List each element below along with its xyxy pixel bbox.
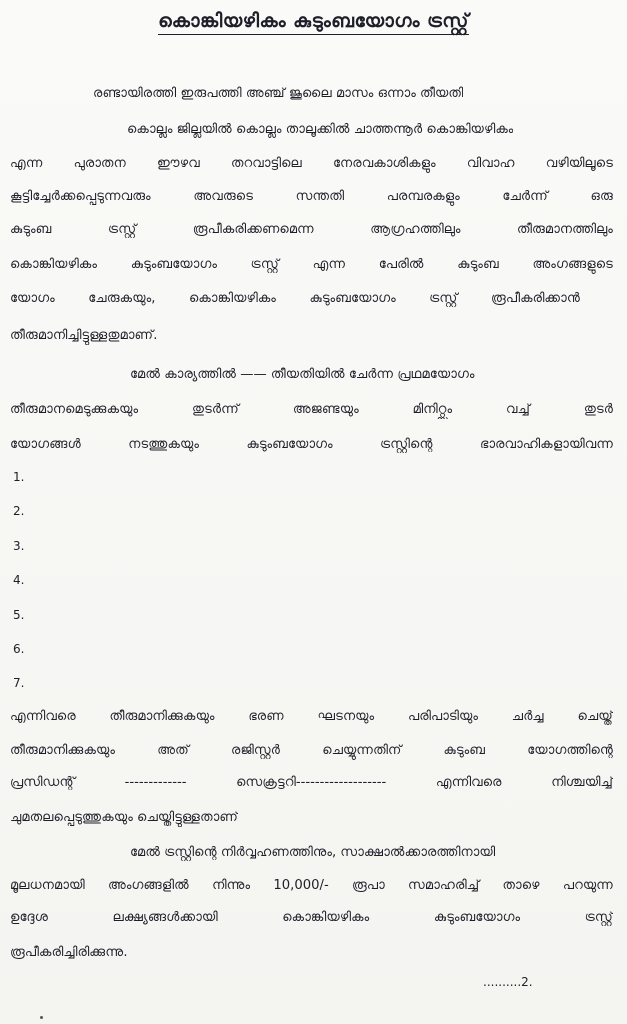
list-number-4: 4. [13, 573, 25, 587]
word: എന്നിവരെ [435, 775, 502, 790]
word: അംഗങ്ങളിൽ [108, 878, 189, 893]
word: കുടുംബയോഗം [433, 910, 521, 925]
word: അത് [157, 743, 189, 758]
paragraph-2-line-1: മേൽ കാര്യത്തിൽ —— തീയതിയിൽ ചേർന്ന പ്രഥമയോഗം [130, 367, 475, 382]
word: തീരുമാനിക്കുകയും [10, 743, 116, 758]
word: തീരുമാനത്തിലും [517, 222, 613, 237]
word: കുടുംബ [443, 743, 486, 758]
word: വച്ച് [505, 402, 530, 417]
word: ഘടനയും [317, 709, 375, 724]
word: എന്ന [10, 156, 43, 171]
word: രൂപീകരിക്കാൻ [491, 291, 580, 306]
word: രജിസ്റ്റർ [231, 743, 281, 758]
word: കുടുംബയോഗം [130, 257, 217, 272]
paragraph-1-line-4 [10, 188, 613, 206]
paragraph-1-line-6 [10, 256, 613, 274]
word: തീരുമാനിക്കുകയും [109, 709, 215, 724]
word: ട്രസ്റ്റിന്റെ [380, 437, 433, 452]
word: തുടർ [583, 402, 613, 417]
paragraph-2-line-3 [10, 436, 613, 454]
paper-speck [40, 1016, 43, 1019]
word: സമാഹരിച്ച് [408, 878, 480, 893]
word: 10,000/- [273, 878, 329, 893]
word: കൂട്ടിച്ചേർക്കപ്പെടുന്നവരും [10, 189, 151, 204]
word: ചേർന്ന് [502, 189, 548, 204]
word: ഈഴവ [157, 156, 200, 171]
word: അംഗങ്ങളുടെ [532, 257, 613, 272]
word: ഒരു [590, 189, 613, 204]
word: പുരാതന [73, 156, 126, 171]
word: തുടർന്ന് [192, 402, 239, 417]
word: ഭരണ [248, 709, 284, 724]
paragraph-1-line-3 [10, 155, 613, 173]
paragraph-2-line-2 [10, 401, 613, 419]
word: പരമ്പരകളും [386, 189, 460, 204]
list-number-5: 5. [13, 608, 25, 622]
word: ട്രസ്റ്റ് [108, 222, 137, 237]
word: ട്രസ്റ്റ് [584, 910, 613, 925]
word: ആഗ്രഹത്തിലും [370, 222, 461, 237]
paragraph-1-line-8: തീരുമാനിച്ചിട്ടുള്ളതുമാണ്. [10, 328, 158, 343]
word: തറവാട്ടിലെ [230, 156, 302, 171]
word: കുടുംബയോഗം [309, 291, 396, 306]
word: തീരുമാനമെടുക്കുകയും [10, 402, 139, 417]
word: ചെയ്യുന്നതിന് [322, 743, 402, 758]
word: ------------- [124, 775, 187, 790]
word: മൂലധനമായി [10, 878, 85, 893]
word: ട്രസ്റ്റ് [429, 291, 458, 306]
word: യോഗം [10, 291, 55, 306]
word: പ്രസിഡന്റ് [10, 775, 76, 790]
word: അജണ്ടയും [292, 402, 359, 417]
list-number-2: 2. [13, 504, 25, 518]
word: അവരുടെ [193, 189, 253, 204]
word: രൂപാ [351, 878, 385, 893]
word: എന്ന [312, 257, 346, 272]
word: കൊങ്കിയഴികം [10, 257, 98, 272]
list-number-3: 3. [13, 539, 25, 553]
paragraph-4-line-4: രൂപീകരിച്ചിരിക്കുന്നു. [10, 945, 128, 960]
list-number-7: 7. [13, 676, 25, 690]
word: നേരവകാശികളും [332, 156, 436, 171]
word: യോഗത്തിന്റെ [527, 743, 613, 758]
word: പരിപാടിയും [407, 709, 479, 724]
paragraph-1-line-5 [10, 221, 613, 239]
document-title-text: കൊങ്കിയഴികം കുടുംബയോഗം ട്രസ്റ്റ് [158, 10, 469, 35]
word: കൊങ്കിയഴികം [188, 291, 276, 306]
word: യോഗങ്ങൾ [10, 437, 81, 452]
word: താഴെ [502, 878, 540, 893]
word: ട്രസ്റ്റ് [250, 257, 279, 272]
word: നടത്തുകയും [128, 437, 200, 452]
word: നിന്നും [212, 878, 251, 893]
word: ചേരുകയും, [88, 291, 156, 306]
word: ലക്ഷ്യങ്ങൾക്കായി [112, 910, 218, 925]
paragraph-3-line-3 [10, 774, 613, 792]
word: കുടുംബയോഗം [246, 437, 333, 452]
paragraph-4-line-1: മേൽ ട്രസ്റ്റിന്റെ നിർവ്വഹണത്തിനും, സാക്ഷാൽക്കാരത്തിനായി [130, 845, 496, 860]
word: ഉദ്ദേശ [10, 910, 49, 925]
document-title [0, 10, 627, 35]
word: നിശ്ചയിച്ച് [551, 775, 613, 790]
word: വിവാഹ [466, 156, 515, 171]
paragraph-3-line-4: ചുമതലപ്പെടുത്തുകയും ചെയ്തിട്ടുള്ളതാണ് [10, 810, 239, 825]
word: കുടുംബ [457, 257, 499, 272]
paragraph-1-line-1: രണ്ടായിരത്തി ഇരുപത്തി അഞ്ച് ജൂലൈ മാസം ഒന്നാം തീയതി [93, 86, 464, 101]
word: പറയുന്ന [562, 878, 613, 893]
word: ചെയ്ത് [577, 709, 613, 724]
word: ഭാരവാഹികളായിവന്ന [479, 437, 613, 452]
paragraph-4-line-3 [10, 909, 613, 927]
word: മിനിറ്റ്സും [412, 402, 453, 417]
paragraph-3-line-2 [10, 742, 613, 760]
word: സെക്രട്ടറി------------------- [236, 775, 387, 790]
word: സന്തതി [295, 189, 345, 204]
list-number-1: 1. [13, 470, 25, 484]
paragraph-3-line-1 [10, 708, 613, 726]
word: കുടുംബ [10, 222, 52, 237]
paragraph-1-line-7 [10, 290, 580, 308]
word: ചർച്ച [511, 709, 544, 724]
page-number-continuation: ..........2. [483, 975, 533, 989]
word: എന്നിവരെ [10, 709, 76, 724]
paragraph-1-line-2: കൊല്ലം ജില്ലയിൽ കൊല്ലം താലൂക്കിൽ ചാത്തന്നൂർ കൊങ്കിയഴികം [127, 122, 514, 137]
paragraph-4-line-2 [10, 877, 613, 895]
word: കൊങ്കിയഴികം [282, 910, 370, 925]
word: വഴിയിലൂടെ [545, 156, 613, 171]
word: രൂപീകരിക്കണമെന്ന [192, 222, 314, 237]
word: പേരിൽ [378, 257, 424, 272]
list-number-6: 6. [13, 642, 25, 656]
